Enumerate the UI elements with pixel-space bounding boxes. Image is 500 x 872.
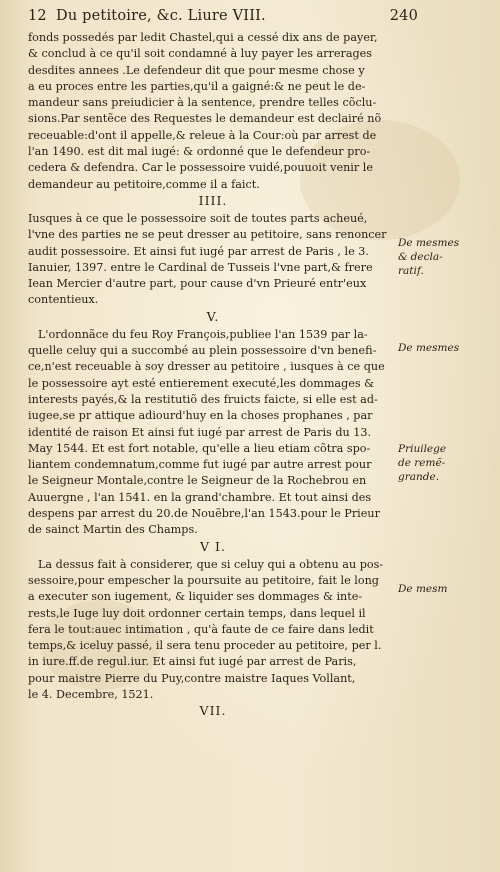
text-line: La dessus fait à considerer, que si celuy qui a obtenu au pos-	[38, 557, 384, 571]
margin-note-line: grande.	[398, 471, 440, 483]
margin-note-line: & decla-	[398, 251, 443, 263]
text-line: a executer son iugement, & liquider ses dommages & inte-	[28, 590, 363, 604]
text-line: in iure.ff.de regul.iur. Et ainsi fut iugé par arrest de Paris,	[28, 655, 357, 669]
text-line: l'an 1490. est dit mal iugé: & ordonné que le defendeur pro-	[28, 145, 371, 159]
section-heading-4: IIII.	[198, 192, 228, 208]
text-line: a eu proces entre les parties,qu'il a gaigné:& ne peut le de-	[28, 79, 366, 93]
margin-note-line: De mesmes	[398, 237, 460, 249]
text-line: ce,n'est receuable à soy dresser au petitoire , iusques à ce que	[28, 360, 385, 374]
text-line: quelle celuy qui a succombé au plein possessoire d'vn benefi-	[28, 344, 377, 358]
text-line: Iusques à ce que le possessoire soit de toutes parts acheué,	[28, 211, 368, 225]
text-line: iugee,se pr attique adiourd'huy en la choses prophanes , par	[28, 409, 373, 423]
margin-note	[398, 582, 498, 596]
margin-note-line: ratif.	[398, 265, 424, 277]
text-line: de sainct Martin des Champs.	[28, 523, 198, 537]
text-line: fera le tout:auec intimation , qu'à faute de ce faire dans ledit	[28, 622, 374, 636]
text-line: le 4. Decembre, 1521.	[28, 687, 154, 701]
section-heading-5: V.	[206, 308, 220, 324]
text-line: cedera & defendra. Car le possessoire vuidé,pouuoit venir le	[28, 161, 373, 175]
text-line: Iean Mercier d'autre part, pour cause d'vn Prieuré entr'eux	[28, 277, 367, 291]
section-heading-7: VII.	[199, 703, 227, 719]
text-line: Auuergne , l'an 1541. en la grand'chambre. Et tout ainsi des	[28, 490, 372, 504]
text-line: Ianuier, 1397. entre le Cardinal de Tusseis l'vne part,& frere	[28, 260, 373, 274]
section-heading-6: V I.	[200, 538, 226, 554]
margin-note	[398, 236, 498, 278]
text-line: audit possessoire. Et ainsi fut iugé par arrest de Paris , le 3.	[28, 244, 369, 258]
text-line: rests,le Iuge luy doit ordonner certain temps, dans lequel il	[28, 606, 366, 620]
text-line: liantem condemnatum,comme fut iugé par autre arrest pour	[28, 458, 372, 472]
paragraph-continuation	[28, 30, 398, 721]
margin-note	[398, 442, 498, 484]
margin-note-line: De mesmes	[398, 342, 460, 354]
text-line: demandeur au petitoire,comme il a faict.	[28, 177, 260, 191]
text-line: despens par arrest du 20.de Nouẽbre,l'an 1543.pour le Prieur	[28, 507, 380, 521]
text-line: receuable:d'ont il appelle,& releue à la Cour:où par arrest de	[28, 128, 377, 142]
running-title: Du petitoire, &c. Liure VIII.	[56, 8, 266, 24]
text-line: L'ordonnãce du feu Roy François,publiee l'an 1539 par la-	[38, 327, 368, 341]
margin-note	[398, 341, 498, 355]
text-line: identité de raison Et ainsi fut iugé par arrest de Paris du 13.	[28, 425, 372, 439]
text-line: contentieux.	[28, 293, 99, 307]
page-number-right: 240	[389, 8, 418, 24]
page-number-left: 12	[28, 8, 47, 24]
text-line: sions.Par sentẽce des Requestes le demandeur est declairé nõ	[28, 112, 382, 126]
margin-note-line: De mesm	[398, 583, 448, 595]
text-line: le Seigneur Montale,contre le Seigneur de la Rochebrou en	[28, 474, 367, 488]
text-line: mandeur sans preiudicier à la sentence, prendre telles cõclu-	[28, 96, 377, 110]
text-line: fonds possedés par ledit Chastel,qui a cessé dix ans de payer,	[28, 31, 378, 44]
text-line: desdites annees .Le defendeur dit que pour mesme chose y	[28, 63, 365, 77]
margin-note-line: Priuilege	[398, 443, 447, 455]
text-line: & conclud à ce qu'il soit condamné à luy payer les arrerages	[28, 47, 373, 61]
text-line: sessoire,pour empescher la poursuite au petitoire, fait le long	[28, 573, 379, 587]
text-line: l'vne des parties ne se peut dresser au petitoire, sans renoncer	[28, 228, 387, 242]
text-line: pour maistre Pierre du Puy,contre maistre Iaques Vollant,	[28, 671, 356, 685]
text-line: le possessoire ayt esté entierement executé,les dommages &	[28, 376, 375, 390]
text-line: temps,& iceluy passé, il sera tenu proceder au petitoire, per l.	[28, 639, 382, 653]
margin-note-line: de remẽ-	[398, 457, 446, 469]
text-line: interests payés,& la restitutiõ des fruicts faicte, si elle est ad-	[28, 392, 378, 406]
text-line: May 1544. Et est fort notable, qu'elle a lieu etiam cõtra spo-	[28, 441, 371, 455]
